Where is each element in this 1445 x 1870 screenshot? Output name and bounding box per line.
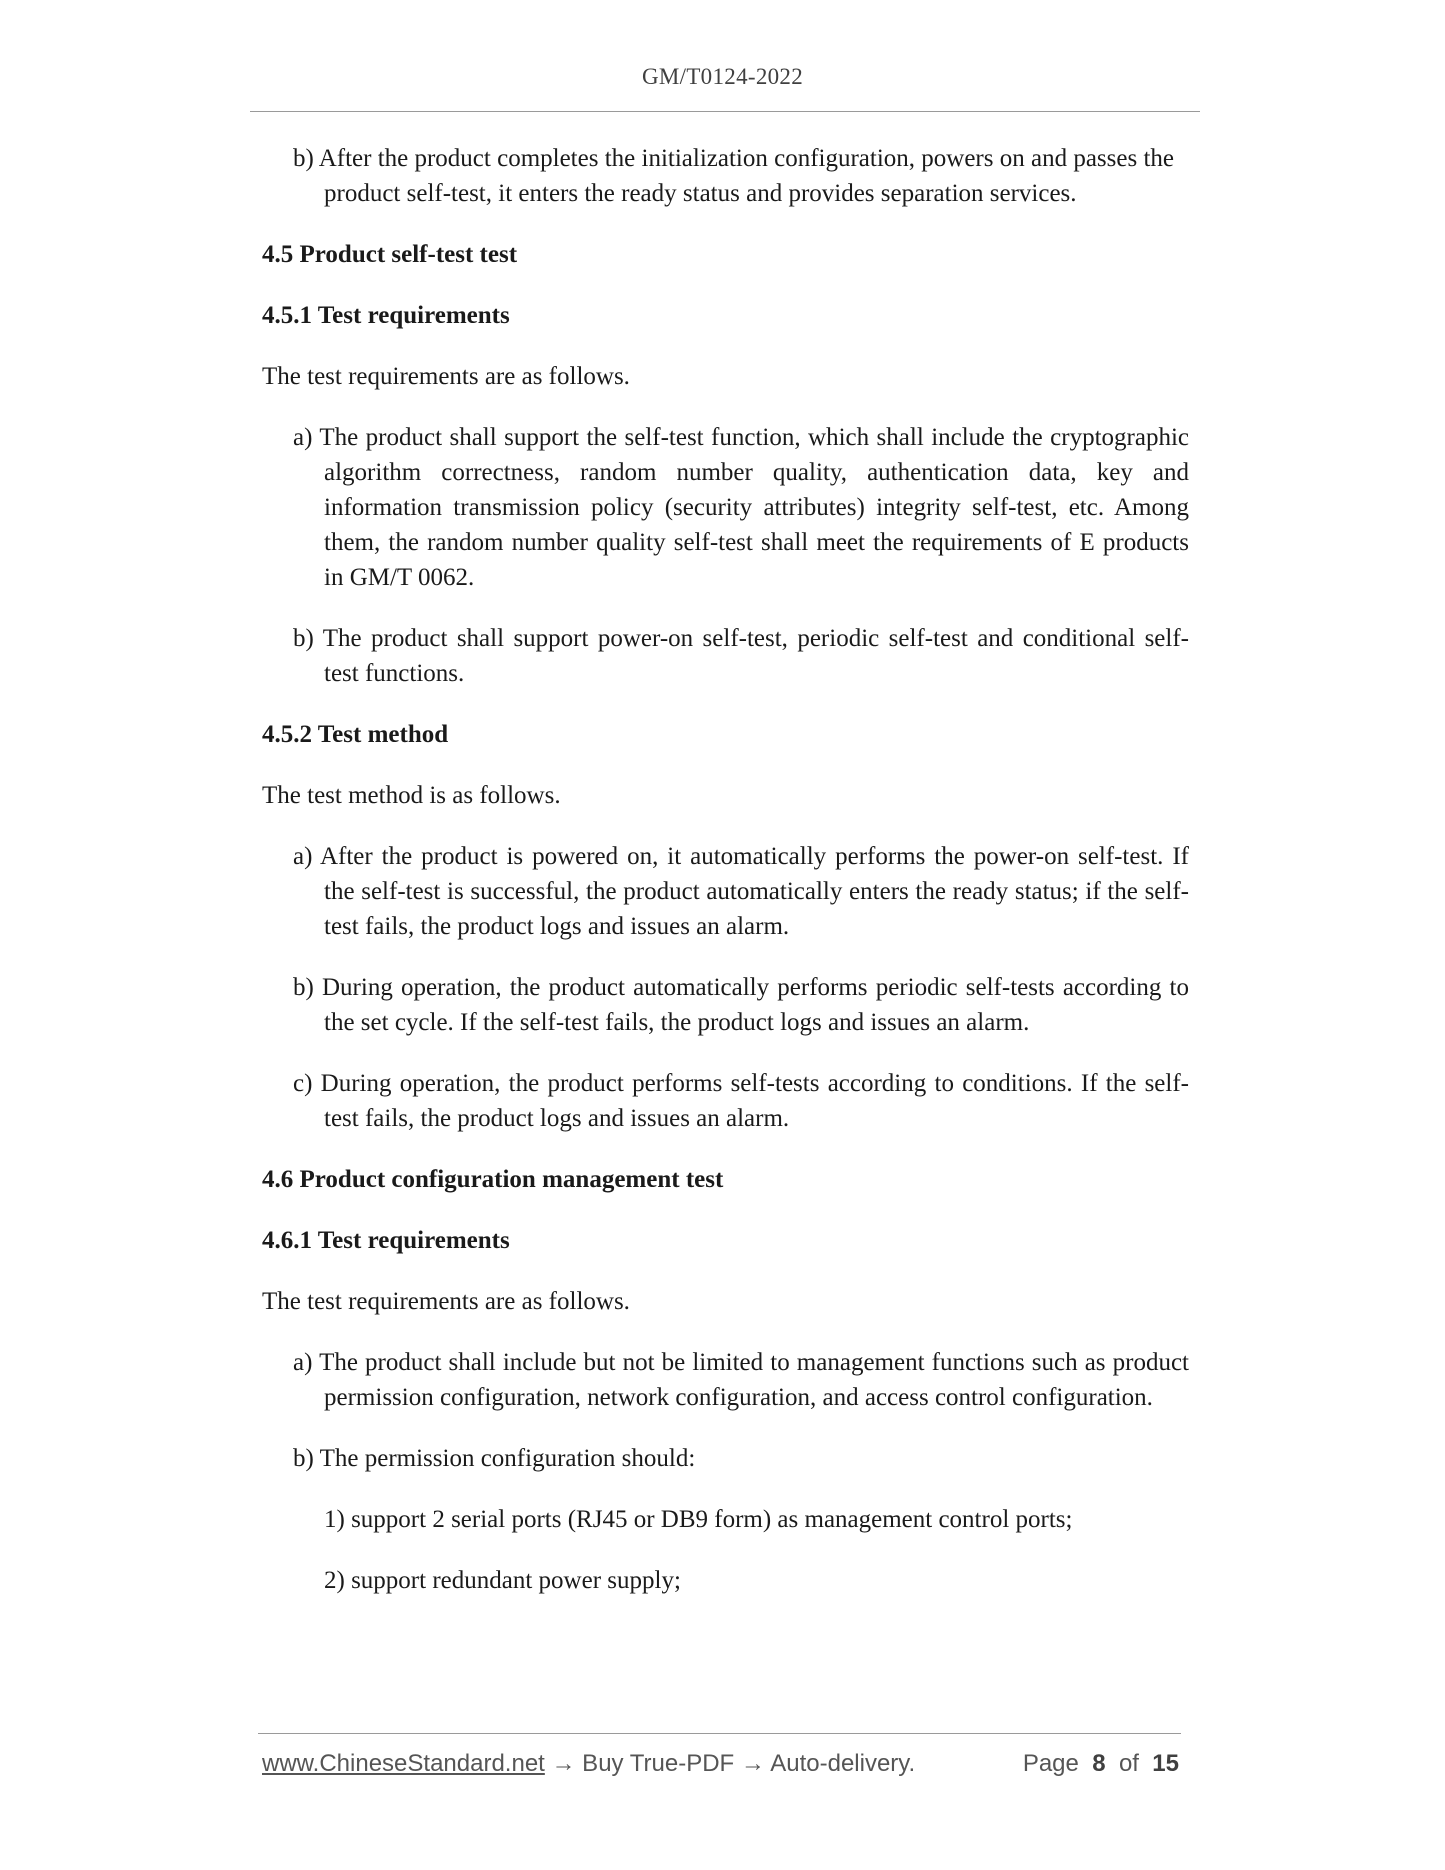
paragraph: The test requirements are as follows. xyxy=(262,1288,630,1315)
list-item-b: b) The product shall support power-on self-test, periodic self-test and conditional self-test functions. xyxy=(293,625,1189,687)
document-header-id: GM/T0124-2022 xyxy=(641,64,804,89)
of-label: of xyxy=(1118,1750,1139,1777)
sub-list-item-1: 1) support 2 serial ports (RJ45 or DB9 form) as management control ports; xyxy=(324,1506,1073,1533)
page-number xyxy=(1023,1750,1179,1778)
list-item-b-intro: b) After the product completes the initialization configuration, powers on and passes the product self-test, it enters the ready status and provides separation services. xyxy=(293,145,1175,207)
footer-divider xyxy=(258,1733,1181,1734)
list-item-a: a) After the product is powered on, it automatically performs the power-on self-test. If the self-test is successful, the product automatically enters the ready status; if the self-test fails, the product logs and issues an alarm. xyxy=(293,843,1189,940)
document-body xyxy=(262,141,1189,1598)
section-heading-4-5: 4.5 Product self-test test xyxy=(262,241,518,268)
paragraph: The test method is as follows. xyxy=(262,782,561,809)
section-heading-4-5-2: 4.5.2 Test method xyxy=(262,721,449,748)
page-current: 8 xyxy=(1092,1750,1106,1777)
list-item-b: b) The permission configuration should: xyxy=(293,1445,696,1472)
promo-text: → Buy True-PDF → Auto-delivery. xyxy=(544,1750,916,1777)
list-item-a: a) The product shall include but not be limited to management functions such as product permission configuration, network configuration, and access control configuration. xyxy=(293,1349,1189,1411)
section-heading-4-6: 4.6 Product configuration management test xyxy=(262,1166,724,1193)
page-label: Page xyxy=(1022,1750,1079,1777)
list-item-b: b) During operation, the product automatically performs periodic self-tests according to the set cycle. If the self-test fails, the product logs and issues an alarm. xyxy=(293,974,1189,1036)
footer-promo xyxy=(262,1750,915,1778)
page-total: 15 xyxy=(1152,1750,1179,1777)
website-link[interactable]: www.ChineseStandard.net xyxy=(262,1750,545,1777)
section-heading-4-5-1: 4.5.1 Test requirements xyxy=(262,302,510,329)
header-divider xyxy=(250,111,1200,112)
section-heading-4-6-1: 4.6.1 Test requirements xyxy=(262,1227,510,1254)
list-item-a: a) The product shall support the self-test function, which shall include the cryptographic algorithm correctness, random number quality, authentication data, key and information transmission policy (security attributes) integrity self-test, etc. Among them, the random number quality self-test shall meet the requirements of E products in GM/T 0062. xyxy=(293,424,1189,591)
paragraph: The test requirements are as follows. xyxy=(262,363,630,390)
list-item-c: c) During operation, the product performs self-tests according to conditions. If the self-test fails, the product logs and issues an alarm. xyxy=(293,1070,1189,1132)
sub-list-item-2: 2) support redundant power supply; xyxy=(324,1567,681,1594)
